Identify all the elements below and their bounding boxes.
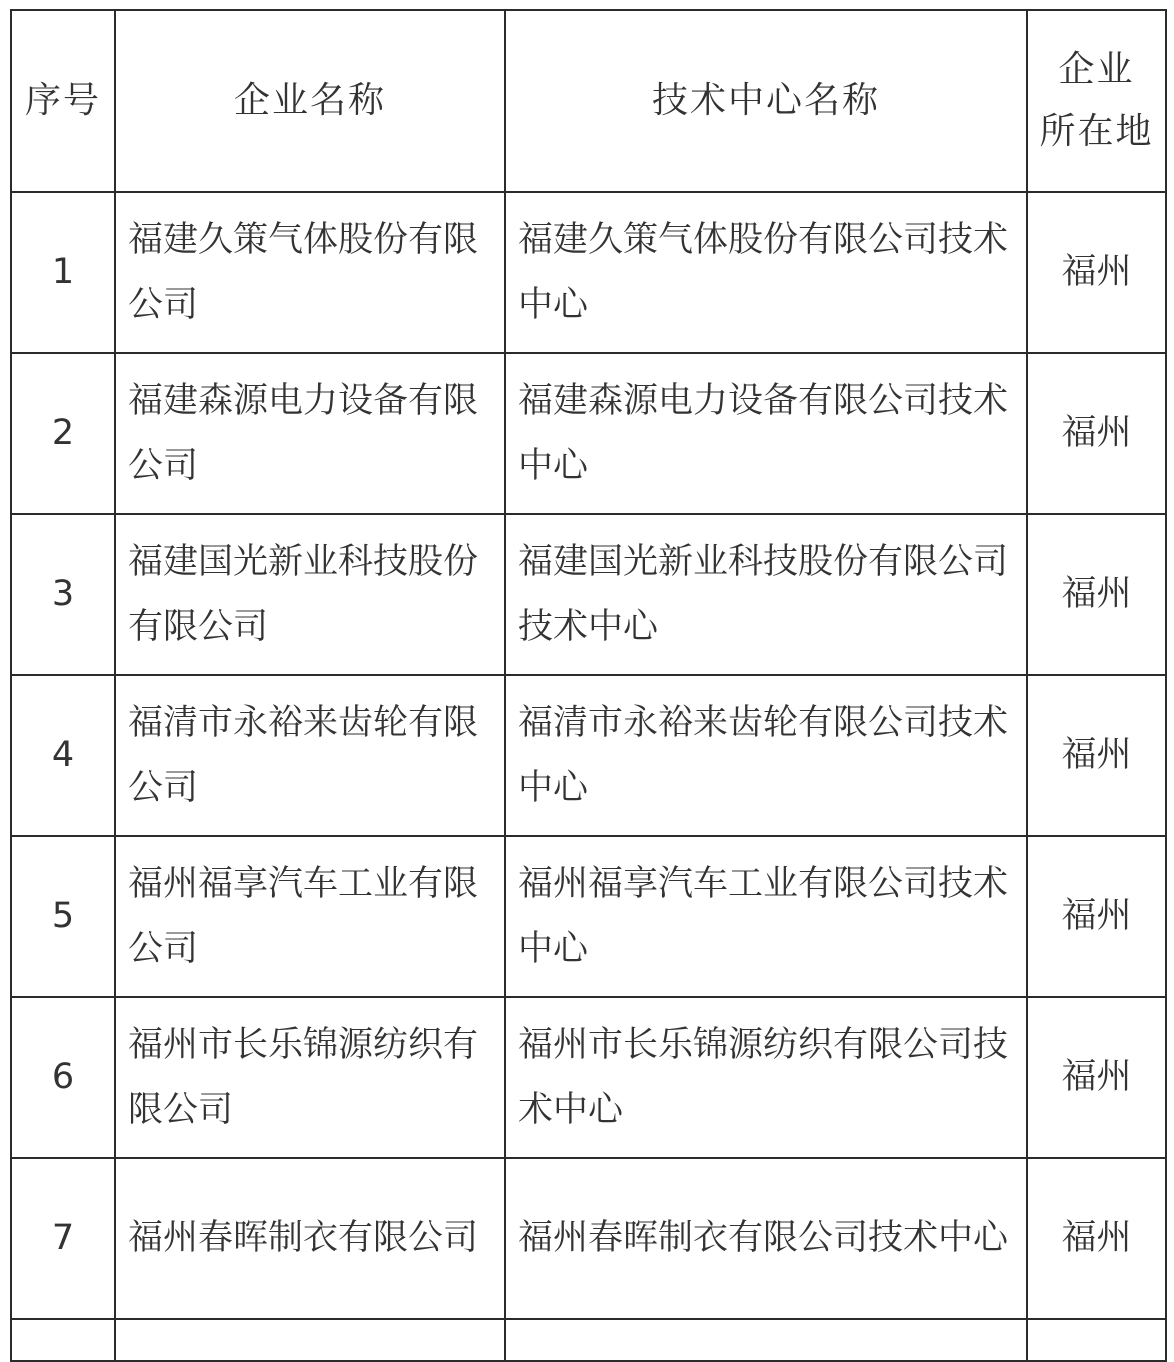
table-row bbox=[11, 1158, 1166, 1319]
row-seq-empty bbox=[11, 1319, 115, 1361]
row-center-name: 福州春晖制衣有限公司技术中心 bbox=[505, 1158, 1027, 1319]
row-center-name: 福建森源电力设备有限公司技术中心 bbox=[505, 353, 1027, 514]
row-location-empty bbox=[1027, 1319, 1166, 1361]
table-row-partial bbox=[11, 1319, 1166, 1361]
header-company-name: 企业名称 bbox=[115, 10, 505, 192]
row-company-name: 福州福享汽车工业有限公司 bbox=[115, 836, 505, 997]
row-seq: 6 bbox=[11, 997, 115, 1158]
row-seq: 7 bbox=[11, 1158, 115, 1319]
row-location: 福州 bbox=[1027, 675, 1166, 836]
table-row bbox=[11, 997, 1166, 1158]
row-center-name: 福建久策气体股份有限公司技术中心 bbox=[505, 192, 1027, 353]
row-center-name: 福州福享汽车工业有限公司技术中心 bbox=[505, 836, 1027, 997]
row-location: 福州 bbox=[1027, 514, 1166, 675]
table-row bbox=[11, 353, 1166, 514]
row-company-empty bbox=[115, 1319, 505, 1361]
header-location-line2: 所在地 bbox=[1039, 111, 1154, 152]
row-center-name: 福建国光新业科技股份有限公司技术中心 bbox=[505, 514, 1027, 675]
header-location-line1: 企业 bbox=[1058, 49, 1135, 90]
row-company-name: 福清市永裕来齿轮有限公司 bbox=[115, 675, 505, 836]
header-center-name: 技术中心名称 bbox=[505, 10, 1027, 192]
row-location: 福州 bbox=[1027, 1158, 1166, 1319]
row-seq: 5 bbox=[11, 836, 115, 997]
row-company-name: 福建国光新业科技股份有限公司 bbox=[115, 514, 505, 675]
row-company-name: 福州市长乐锦源纺织有限公司 bbox=[115, 997, 505, 1158]
row-seq: 3 bbox=[11, 514, 115, 675]
row-seq: 1 bbox=[11, 192, 115, 353]
enterprise-tech-center-table bbox=[10, 9, 1167, 1362]
row-company-name: 福州春晖制衣有限公司 bbox=[115, 1158, 505, 1319]
row-center-empty bbox=[505, 1319, 1027, 1361]
row-center-name: 福清市永裕来齿轮有限公司技术中心 bbox=[505, 675, 1027, 836]
row-company-name: 福建森源电力设备有限公司 bbox=[115, 353, 505, 514]
table-row bbox=[11, 192, 1166, 353]
row-seq: 4 bbox=[11, 675, 115, 836]
row-location: 福州 bbox=[1027, 997, 1166, 1158]
row-location: 福州 bbox=[1027, 353, 1166, 514]
row-center-name: 福州市长乐锦源纺织有限公司技术中心 bbox=[505, 997, 1027, 1158]
row-seq: 2 bbox=[11, 353, 115, 514]
header-seq: 序号 bbox=[11, 10, 115, 192]
table-row bbox=[11, 836, 1166, 997]
table-row bbox=[11, 514, 1166, 675]
header-location bbox=[1027, 10, 1166, 192]
row-company-name: 福建久策气体股份有限公司 bbox=[115, 192, 505, 353]
row-location: 福州 bbox=[1027, 836, 1166, 997]
row-location: 福州 bbox=[1027, 192, 1166, 353]
table-header-row bbox=[11, 10, 1166, 192]
table-row bbox=[11, 675, 1166, 836]
